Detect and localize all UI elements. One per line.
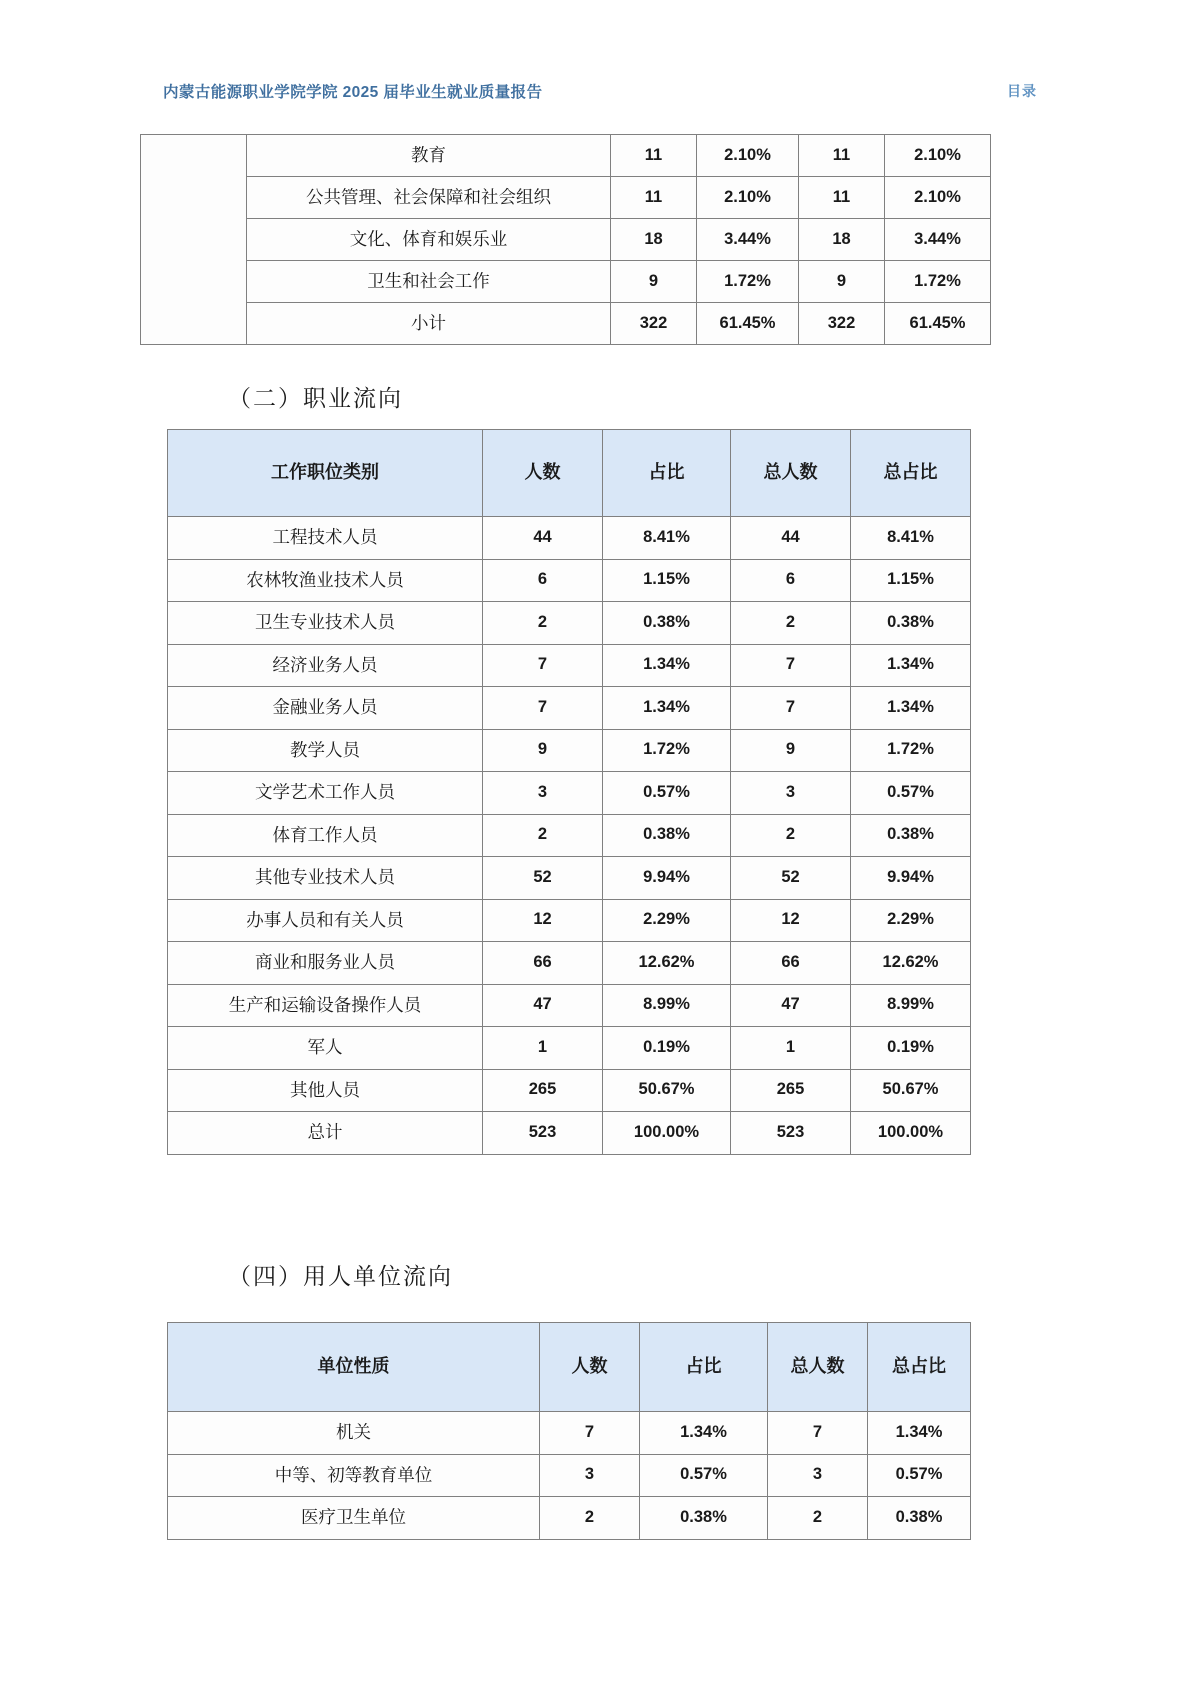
- row-label: 文化、体育和娱乐业: [247, 219, 611, 261]
- row-pct: 0.19%: [603, 1027, 731, 1070]
- row-pct: 2.10%: [697, 177, 799, 219]
- row-total-pct: 50.67%: [851, 1069, 971, 1112]
- row-label: 医疗卫生单位: [168, 1497, 540, 1540]
- row-label: 总计: [168, 1112, 483, 1155]
- row-total-pct: 1.34%: [868, 1412, 971, 1455]
- row-pct: 8.99%: [603, 984, 731, 1027]
- row-pct: 12.62%: [603, 942, 731, 985]
- row-count: 7: [483, 687, 603, 730]
- report-title: 内蒙古能源职业学院学院 2025 届毕业生就业质量报告: [163, 84, 543, 101]
- row-count: 1: [483, 1027, 603, 1070]
- col-header-count: 人数: [540, 1323, 640, 1412]
- row-total-pct: 2.10%: [885, 177, 991, 219]
- row-total-count: 11: [799, 177, 885, 219]
- section-heading-employer: （四）用人单位流向: [228, 1264, 453, 1289]
- table-row: [168, 1454, 971, 1497]
- row-total-pct: 3.44%: [885, 219, 991, 261]
- row-total-count: 2: [768, 1497, 868, 1540]
- row-total-count: 3: [768, 1454, 868, 1497]
- row-total-pct: 61.45%: [885, 303, 991, 345]
- row-total-pct: 0.57%: [851, 772, 971, 815]
- row-count: 3: [483, 772, 603, 815]
- row-pct: 0.57%: [640, 1454, 768, 1497]
- row-count: 12: [483, 899, 603, 942]
- table-row: [168, 602, 971, 645]
- row-total-pct: 0.38%: [851, 814, 971, 857]
- table-head: [168, 1323, 971, 1412]
- row-label: 农林牧渔业技术人员: [168, 559, 483, 602]
- row-total-count: 9: [731, 729, 851, 772]
- row-pct: 0.38%: [603, 814, 731, 857]
- row-pct: 0.38%: [603, 602, 731, 645]
- row-count: 2: [483, 602, 603, 645]
- row-total-pct: 9.94%: [851, 857, 971, 900]
- row-total-count: 6: [731, 559, 851, 602]
- row-pct: 1.72%: [697, 261, 799, 303]
- row-label: 其他专业技术人员: [168, 857, 483, 900]
- row-count: 523: [483, 1112, 603, 1155]
- table-row: [168, 942, 971, 985]
- row-pct: 1.34%: [640, 1412, 768, 1455]
- row-count: 9: [611, 261, 697, 303]
- row-pct: 2.29%: [603, 899, 731, 942]
- row-label: 教育: [247, 135, 611, 177]
- row-count: 2: [540, 1497, 640, 1540]
- page-running-header: [163, 76, 1037, 106]
- row-label: 经济业务人员: [168, 644, 483, 687]
- row-pct: 0.57%: [603, 772, 731, 815]
- table-row: [168, 517, 971, 560]
- row-pct: 1.72%: [603, 729, 731, 772]
- row-label: 办事人员和有关人员: [168, 899, 483, 942]
- table-row: [168, 1497, 971, 1540]
- table-row-total: [168, 1112, 971, 1155]
- row-label: 卫生专业技术人员: [168, 602, 483, 645]
- row-count: 265: [483, 1069, 603, 1112]
- occupation-flow-table: [167, 429, 971, 1155]
- row-label: 中等、初等教育单位: [168, 1454, 540, 1497]
- row-count: 11: [611, 135, 697, 177]
- table-row: [168, 814, 971, 857]
- row-total-count: 66: [731, 942, 851, 985]
- industry-flow-table-continued: [140, 134, 991, 345]
- row-total-pct: 1.72%: [851, 729, 971, 772]
- row-pct: 9.94%: [603, 857, 731, 900]
- row-label: 机关: [168, 1412, 540, 1455]
- row-count: 7: [483, 644, 603, 687]
- row-total-count: 1: [731, 1027, 851, 1070]
- row-count: 11: [611, 177, 697, 219]
- row-pct: 0.38%: [640, 1497, 768, 1540]
- row-pct: 1.15%: [603, 559, 731, 602]
- table-row: [168, 1412, 971, 1455]
- row-total-count: 47: [731, 984, 851, 1027]
- table-row: [141, 177, 991, 219]
- section-heading-occupation: （二）职业流向: [228, 386, 403, 411]
- table-row: [168, 984, 971, 1027]
- row-total-count: 18: [799, 219, 885, 261]
- row-total-count: 11: [799, 135, 885, 177]
- row-label: 体育工作人员: [168, 814, 483, 857]
- row-total-pct: 2.29%: [851, 899, 971, 942]
- row-count: 66: [483, 942, 603, 985]
- col-header-count: 人数: [483, 430, 603, 517]
- row-total-count: 7: [731, 687, 851, 730]
- row-label: 文学艺术工作人员: [168, 772, 483, 815]
- row-total-count: 52: [731, 857, 851, 900]
- row-total-count: 3: [731, 772, 851, 815]
- row-count: 3: [540, 1454, 640, 1497]
- row-pct: 100.00%: [603, 1112, 731, 1155]
- row-total-count: 9: [799, 261, 885, 303]
- col-header-total-count: 总人数: [731, 430, 851, 517]
- table-row: [168, 1069, 971, 1112]
- row-total-pct: 0.57%: [868, 1454, 971, 1497]
- table-row: [168, 857, 971, 900]
- table-header-row: [168, 1323, 971, 1412]
- row-total-pct: 1.34%: [851, 644, 971, 687]
- row-total-pct: 0.19%: [851, 1027, 971, 1070]
- row-total-pct: 8.99%: [851, 984, 971, 1027]
- row-label: 军人: [168, 1027, 483, 1070]
- table-row: [168, 687, 971, 730]
- table-row: [168, 1027, 971, 1070]
- row-label: 商业和服务业人员: [168, 942, 483, 985]
- row-total-count: 7: [768, 1412, 868, 1455]
- row-total-pct: 1.72%: [885, 261, 991, 303]
- row-count: 18: [611, 219, 697, 261]
- table-row: [168, 559, 971, 602]
- row-total-pct: 1.15%: [851, 559, 971, 602]
- row-count: 7: [540, 1412, 640, 1455]
- row-total-pct: 0.38%: [851, 602, 971, 645]
- merged-category-cell: [141, 135, 247, 345]
- row-total-count: 2: [731, 602, 851, 645]
- table-row: [141, 135, 991, 177]
- row-pct: 8.41%: [603, 517, 731, 560]
- table-header-row: [168, 430, 971, 517]
- row-total-pct: 0.38%: [868, 1497, 971, 1540]
- col-header-pct: 占比: [640, 1323, 768, 1412]
- table-body: [168, 517, 971, 1155]
- table-row: [168, 729, 971, 772]
- row-total-count: 322: [799, 303, 885, 345]
- row-total-pct: 12.62%: [851, 942, 971, 985]
- row-total-count: 523: [731, 1112, 851, 1155]
- row-count: 44: [483, 517, 603, 560]
- row-pct: 61.45%: [697, 303, 799, 345]
- row-label: 小计: [247, 303, 611, 345]
- row-total-pct: 1.34%: [851, 687, 971, 730]
- row-pct: 3.44%: [697, 219, 799, 261]
- col-header-category: 工作职位类别: [168, 430, 483, 517]
- row-count: 9: [483, 729, 603, 772]
- row-total-count: 12: [731, 899, 851, 942]
- row-count: 2: [483, 814, 603, 857]
- col-header-total-pct: 总占比: [868, 1323, 971, 1412]
- row-pct: 1.34%: [603, 644, 731, 687]
- row-count: 322: [611, 303, 697, 345]
- row-label: 生产和运输设备操作人员: [168, 984, 483, 1027]
- row-total-pct: 2.10%: [885, 135, 991, 177]
- employer-flow-table: [167, 1322, 971, 1540]
- row-label: 公共管理、社会保障和社会组织: [247, 177, 611, 219]
- row-total-count: 7: [731, 644, 851, 687]
- col-header-total-pct: 总占比: [851, 430, 971, 517]
- table-body: [141, 135, 991, 345]
- table-row: [168, 899, 971, 942]
- row-total-count: 2: [731, 814, 851, 857]
- row-count: 6: [483, 559, 603, 602]
- row-label: 教学人员: [168, 729, 483, 772]
- row-total-pct: 100.00%: [851, 1112, 971, 1155]
- row-count: 47: [483, 984, 603, 1027]
- col-header-pct: 占比: [603, 430, 731, 517]
- col-header-category: 单位性质: [168, 1323, 540, 1412]
- row-total-count: 265: [731, 1069, 851, 1112]
- col-header-total-count: 总人数: [768, 1323, 868, 1412]
- table-row-subtotal: [141, 303, 991, 345]
- table-body: [168, 1412, 971, 1540]
- row-label: 金融业务人员: [168, 687, 483, 730]
- row-pct: 2.10%: [697, 135, 799, 177]
- table-row: [168, 644, 971, 687]
- table-head: [168, 430, 971, 517]
- table-row: [141, 219, 991, 261]
- row-label: 卫生和社会工作: [247, 261, 611, 303]
- table-row: [141, 261, 991, 303]
- row-label: 工程技术人员: [168, 517, 483, 560]
- row-pct: 1.34%: [603, 687, 731, 730]
- row-label: 其他人员: [168, 1069, 483, 1112]
- row-count: 52: [483, 857, 603, 900]
- row-total-count: 44: [731, 517, 851, 560]
- table-row: [168, 772, 971, 815]
- row-pct: 50.67%: [603, 1069, 731, 1112]
- row-total-pct: 8.41%: [851, 517, 971, 560]
- toc-link[interactable]: 目录: [1007, 83, 1037, 99]
